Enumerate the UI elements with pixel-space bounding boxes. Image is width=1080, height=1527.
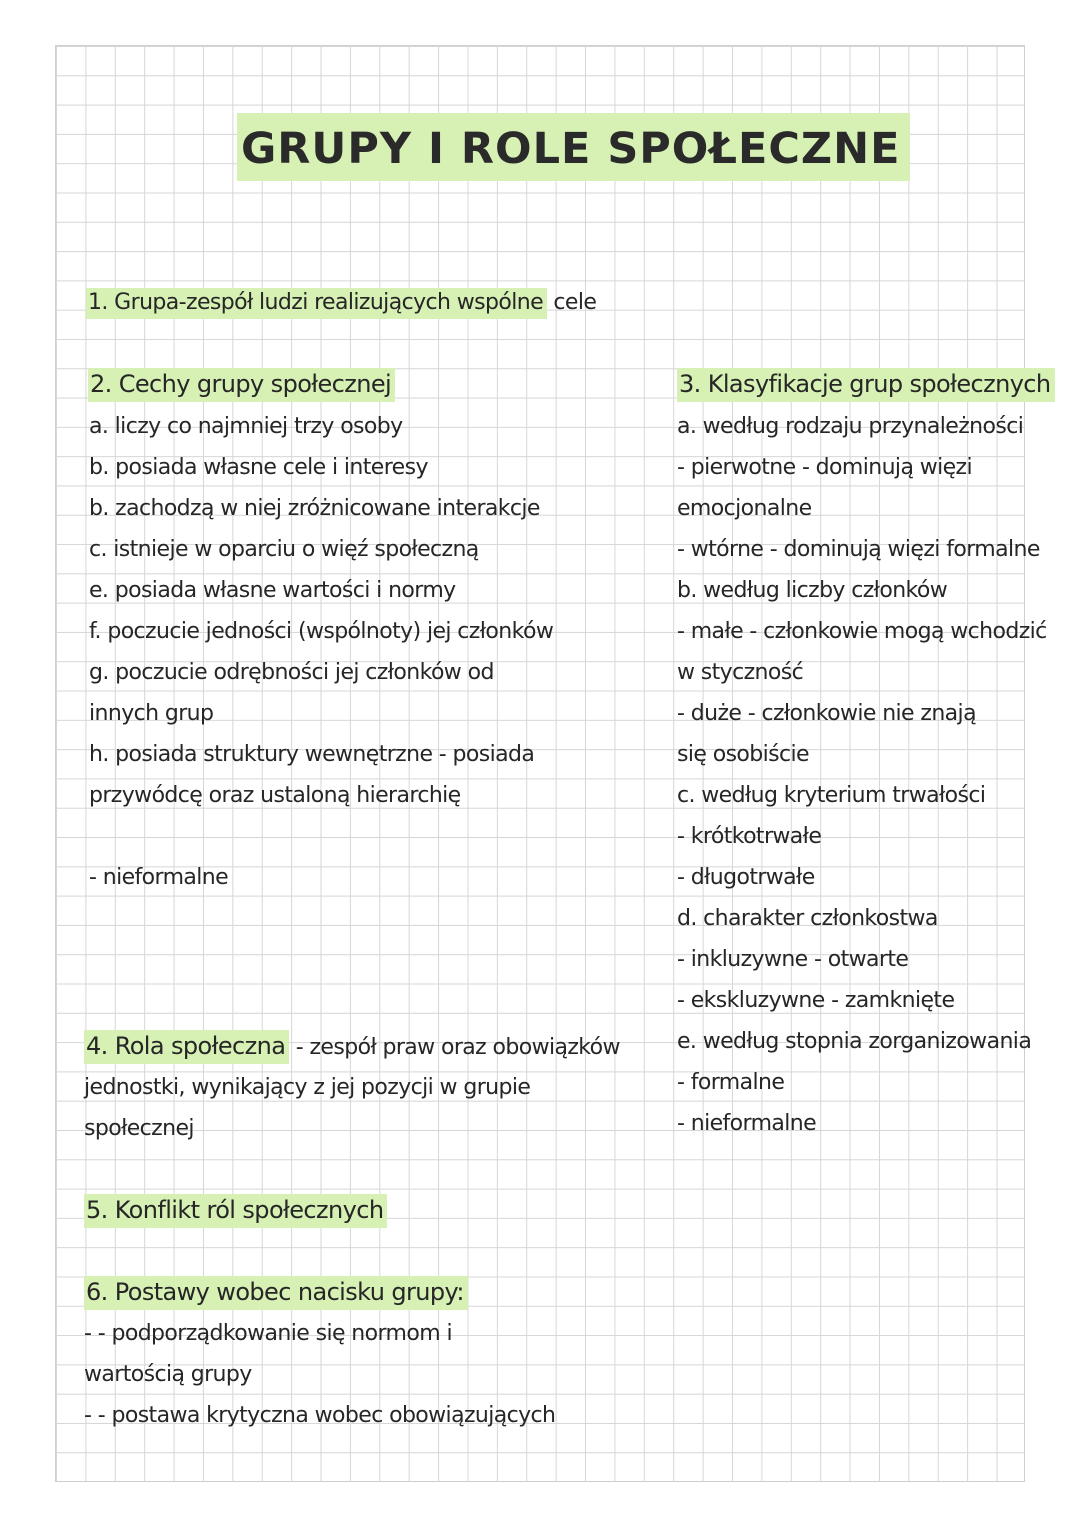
- section-2-line: f. poczucie jedności (wspólnoty) jej członków: [89, 619, 554, 644]
- section-3-line: a. według rodzaju przynależności: [677, 414, 1024, 439]
- section-3-line: - inkluzywne - otwarte: [677, 947, 909, 972]
- section-3-line: - pierwotne - dominują więzi: [677, 455, 973, 480]
- section-6-line: - - podporządkowanie się normom i: [84, 1321, 452, 1346]
- section-2-line: e. posiada własne wartości i normy: [89, 578, 456, 603]
- section-3-line: - małe - członkowie mogą wchodzić: [677, 619, 1047, 644]
- section-4-rest: - zespół praw oraz obowiązków: [289, 1035, 620, 1060]
- section-2-line: b. zachodzą w niej zróżnicowane interakcje: [89, 496, 540, 521]
- section-3-line: emocjonalne: [677, 496, 812, 521]
- section-2-line: b. posiada własne cele i interesy: [89, 455, 428, 480]
- section-3-line: - długotrwałe: [677, 865, 815, 890]
- section-4-definition: [84, 1031, 620, 1063]
- section-2-extra: - nieformalne: [89, 865, 229, 890]
- section-2-heading-text: 2. Cechy grupy społecznej: [88, 368, 395, 402]
- section-3-line: - ekskluzywne - zamknięte: [677, 988, 955, 1013]
- section-3-heading: [677, 369, 1055, 399]
- section-6-line: - - postawa krytyczna wobec obowiązujących: [84, 1403, 556, 1428]
- section-3-line: - krótkotrwałe: [677, 824, 822, 849]
- section-3-line: - nieformalne: [677, 1111, 817, 1136]
- section-3-line: d. charakter członkostwa: [677, 906, 938, 931]
- section-2-line: a. liczy co najmniej trzy osoby: [89, 414, 403, 439]
- section-3-line: e. według stopnia zorganizowania: [677, 1029, 1032, 1054]
- section-3-line: w styczność: [677, 660, 804, 685]
- section-2-line: przywódcę oraz ustaloną hierarchię: [89, 783, 461, 808]
- section-2-line: g. poczucie odrębności jej członków od: [89, 660, 494, 685]
- section-6-line: wartością grupy: [84, 1362, 252, 1387]
- section-2-line: c. istnieje w oparciu o więź społeczną: [89, 537, 479, 562]
- section-3-line: b. według liczby członków: [677, 578, 948, 603]
- section-4-line: społecznej: [84, 1116, 194, 1141]
- page-title: GRUPY I ROLE SPOŁECZNE: [237, 113, 910, 181]
- section-1-highlight: 1. Grupa-zespół ludzi realizujących wspólne: [86, 288, 547, 319]
- section-3-line: - duże - członkowie nie znają: [677, 701, 976, 726]
- section-1-definition: [86, 288, 596, 318]
- section-6-heading: [84, 1277, 468, 1307]
- section-2-line: innych grup: [89, 701, 214, 726]
- section-6-heading-text: 6. Postawy wobec nacisku grupy:: [84, 1276, 468, 1310]
- section-5-heading-text: 5. Konflikt ról społecznych: [84, 1194, 387, 1228]
- section-3-line: - formalne: [677, 1070, 785, 1095]
- section-2-heading: [88, 369, 395, 399]
- section-3-line: się osobiście: [677, 742, 809, 767]
- section-3-line: - wtórne - dominują więzi formalne: [677, 537, 1040, 562]
- section-2-line: h. posiada struktury wewnętrzne - posiada: [89, 742, 535, 767]
- section-4-highlight: 4. Rola społeczna: [84, 1030, 289, 1064]
- section-1-rest: cele: [547, 290, 597, 315]
- section-3-line: c. według kryterium trwałości: [677, 783, 986, 808]
- section-3-heading-text: 3. Klasyfikacje grup społecznych: [677, 368, 1055, 402]
- section-5-heading: [84, 1195, 387, 1225]
- section-4-line: jednostki, wynikający z jej pozycji w grupie: [84, 1075, 531, 1100]
